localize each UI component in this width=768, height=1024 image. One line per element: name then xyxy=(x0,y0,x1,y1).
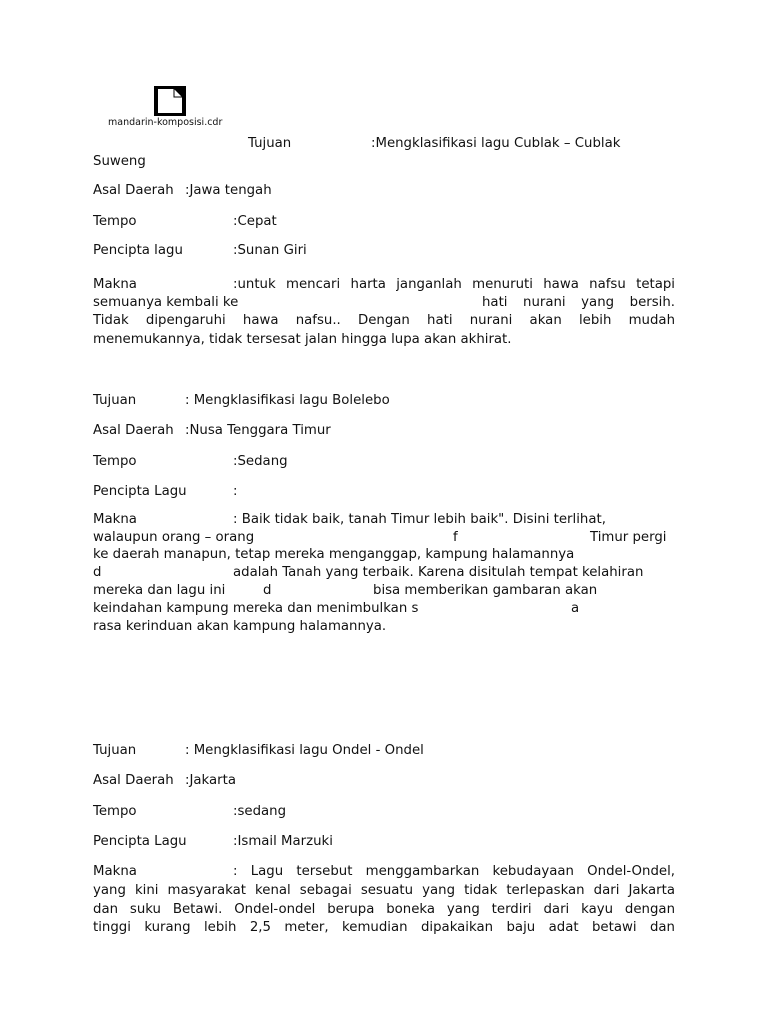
makna-line: tinggi kurang lebih 2,5 meter, kemudian dipakaikan baju adat betawi dan xyxy=(93,920,675,935)
asal-daerah-value: :Jakarta xyxy=(185,773,236,788)
makna-line: yang kini masyarakat kenal sebagai sesuatu yang tidak terlepaskan dari Jakarta xyxy=(93,883,675,898)
tujuan-value-continued: Suweng xyxy=(93,154,146,169)
makna-line: semuanya kembali ke xyxy=(93,295,239,310)
makna-label: Makna xyxy=(93,512,137,527)
tujuan-label: Tujuan xyxy=(93,393,137,408)
asal-daerah-label: Asal Daerah xyxy=(93,773,174,788)
asal-daerah-value: :Nusa Tenggara Timur xyxy=(185,423,331,438)
tempo-value: :sedang xyxy=(233,804,287,819)
pencipta-label: Pencipta Lagu xyxy=(93,834,187,849)
pencipta-value: : xyxy=(233,484,238,499)
pencipta-label: Pencipta Lagu xyxy=(93,484,187,499)
pencipta-value: :Ismail Marzuki xyxy=(233,834,333,849)
tujuan-label: Tujuan xyxy=(248,136,292,151)
pencipta-value: :Sunan Giri xyxy=(233,243,307,258)
tempo-label: Tempo xyxy=(93,804,137,819)
makna-line: Timur pergi xyxy=(590,530,667,545)
tujuan-value: :Mengklasifikasi lagu Cublak – Cublak xyxy=(371,136,621,151)
makna-line: Tidak dipengaruhi hawa nafsu.. Dengan hati nurani akan lebih mudah xyxy=(93,313,675,328)
document-icon[interactable] xyxy=(154,86,186,116)
makna-line: bisa memberikan gambaran akan xyxy=(373,583,598,598)
makna-line: menemukannya, tidak tersesat jalan hingga lupa akan akhirat. xyxy=(93,332,512,347)
makna-line: walaupun orang – orang xyxy=(93,530,255,545)
makna-line: a xyxy=(571,601,580,616)
makna-line: : Baik tidak baik, tanah Timur lebih baik". Disini terlihat, xyxy=(233,512,606,527)
asal-daerah-label: Asal Daerah xyxy=(93,183,174,198)
makna-label: Makna xyxy=(93,864,137,879)
makna-label: Makna xyxy=(93,277,137,292)
makna-line: adalah Tanah yang terbaik. Karena disitulah tempat kelahiran xyxy=(233,565,644,580)
makna-line: : Lagu tersebut menggambarkan kebudayaan Ondel-Ondel, xyxy=(233,864,675,879)
tempo-label: Tempo xyxy=(93,214,137,229)
makna-line: ke daerah manapun, tetap mereka menganggap, kampung halamannya xyxy=(93,547,575,562)
makna-line: hati nurani yang bersih. xyxy=(482,295,675,310)
makna-line: mereka dan lagu ini xyxy=(93,583,226,598)
makna-line: f xyxy=(453,530,458,545)
tempo-value: :Cepat xyxy=(233,214,277,229)
attachment-filename[interactable]: mandarin-komposisi.cdr xyxy=(108,117,223,128)
makna-line: dan suku Betawi. Ondel-ondel berupa boneka yang terdiri dari kayu dengan xyxy=(93,902,675,917)
asal-daerah-value: :Jawa tengah xyxy=(185,183,272,198)
tujuan-value: : Mengklasifikasi lagu Bolelebo xyxy=(185,393,390,408)
makna-line: :untuk mencari harta janganlah menuruti hawa nafsu tetapi xyxy=(233,277,675,292)
pencipta-label: Pencipta lagu xyxy=(93,243,183,258)
makna-line: keindahan kampung mereka dan menimbulkan s xyxy=(93,601,419,616)
tempo-label: Tempo xyxy=(93,454,137,469)
asal-daerah-label: Asal Daerah xyxy=(93,423,174,438)
tempo-value: :Sedang xyxy=(233,454,288,469)
makna-line: d xyxy=(263,583,272,598)
makna-line: d xyxy=(93,565,102,580)
makna-line: rasa kerinduan akan kampung halamannya. xyxy=(93,619,387,634)
tujuan-value: : Mengklasifikasi lagu Ondel - Ondel xyxy=(185,743,424,758)
tujuan-label: Tujuan xyxy=(93,743,137,758)
